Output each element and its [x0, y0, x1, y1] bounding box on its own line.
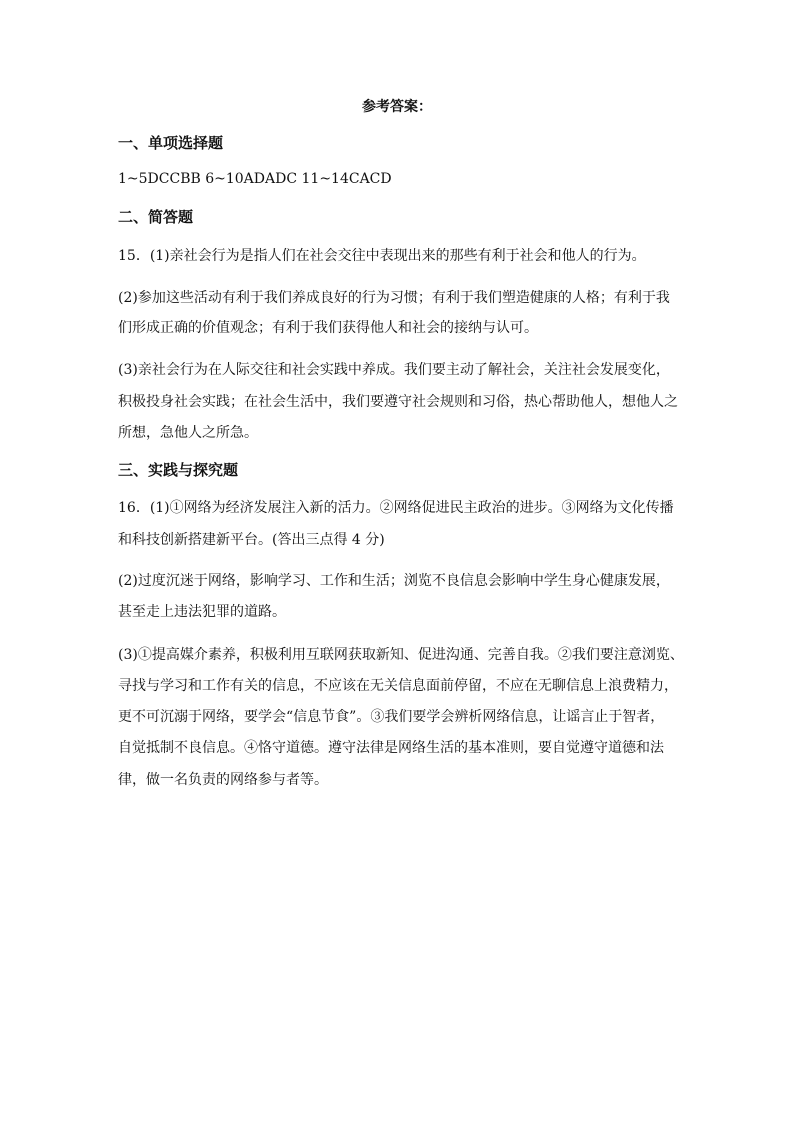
q15-line-2: (2)参加这些活动有利于我们养成良好的行为习惯；有利于我们塑造健康的人格；有利于我 — [118, 290, 670, 306]
section-heading-short-answer: 二、简答题 — [118, 208, 194, 226]
q16-line-3: (2)过度沉迷于网络，影响学习、工作和生活；浏览不良信息会影响中学生身心健康发展， — [118, 573, 670, 589]
q15-line-3: 们形成正确的价值观念；有利于我们获得他人和社会的接纳与认可。 — [118, 320, 538, 336]
section-heading-practice: 三、实践与探究题 — [118, 461, 239, 479]
page-title: 参考答案： — [362, 99, 432, 115]
q15-line-1: 15．(1)亲社会行为是指人们在社会交往中表现出来的那些有利于社会和他人的行为。 — [118, 248, 646, 264]
section-heading-single-choice: 一、单项选择题 — [118, 134, 224, 152]
q16-line-7: 更不可沉溺于网络，要学会“信息节食”。③我们要学会辨析网络信息，让谣言止于智者， — [118, 709, 665, 725]
q15-line-5: 积极投身社会实践；在社会生活中，我们要遵守社会规则和习俗，热心帮助他人，想他人之 — [118, 394, 678, 410]
q16-line-5: (3)①提高媒介素养，积极利用互联网获取新知、促进沟通、完善自我。②我们要注意浏览、 — [118, 647, 684, 663]
q16-line-2: 和科技创新搭建新平台。(答出三点得 4 分) — [118, 532, 385, 548]
q15-line-4: (3)亲社会行为在人际交往和社会实践中养成。我们要主动了解社会，关注社会发展变化， — [118, 362, 670, 378]
q16-line-9: 律，做一名负责的网络参与者等。 — [118, 772, 328, 788]
choice-answers: 1~5DCCBB 6~10ADADC 11~14CACD — [118, 171, 392, 187]
q16-line-4: 甚至走上违法犯罪的道路。 — [118, 604, 286, 620]
q16-line-8: 自觉抵制不良信息。④恪守道德。遵守法律是网络生活的基本准则，要自觉遵守道德和法 — [118, 740, 664, 756]
q16-line-1: 16．(1)①网络为经济发展注入新的活力。②网络促进民主政治的进步。③网络为文化传播 — [118, 500, 674, 516]
q15-line-6: 所想，急他人之所急。 — [118, 425, 258, 441]
q16-line-6: 寻找与学习和工作有关的信息，不应该在无关信息面前停留，不应在无聊信息上浪费精力， — [118, 678, 678, 694]
